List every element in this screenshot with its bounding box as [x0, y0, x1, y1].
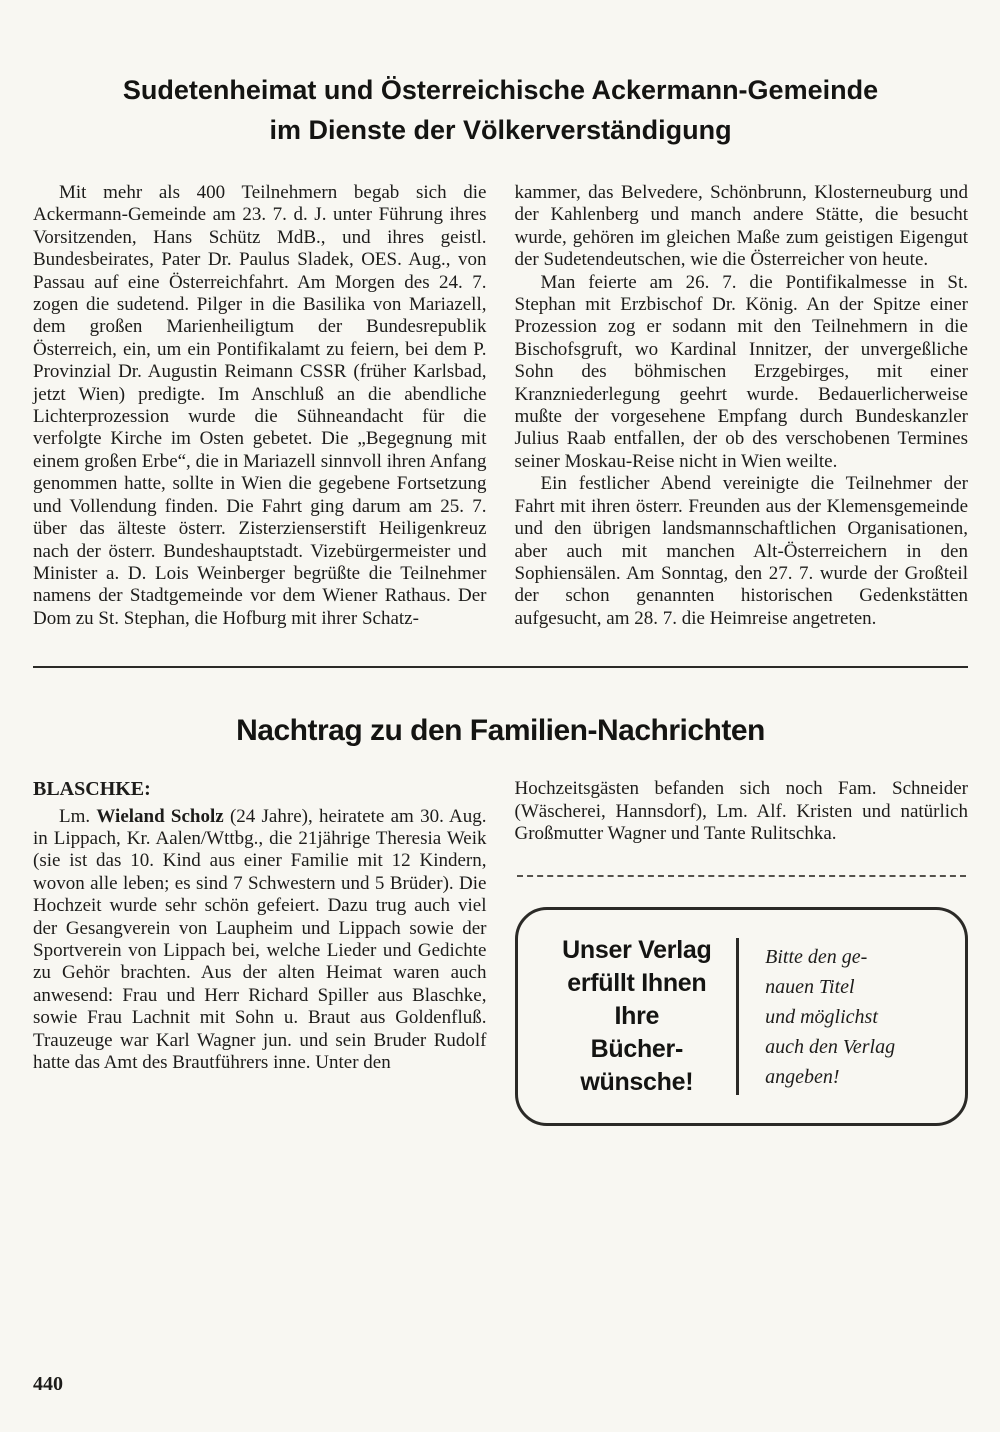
ad-headline-line: Ihre	[614, 1002, 660, 1031]
paragraph-lead: Lm.	[59, 805, 97, 827]
article2-left-column	[33, 778, 487, 1126]
article1-paragraph: Mit mehr als 400 Teilnehmern begab sich die Ackermann-Gemeinde am 23. 7. d. J. unter Führung ihres Vorsitzenden, Hans Schütz MdB., und ihres geistl. Bundesbeirates, Pater Dr. Paulus Sladek, OES. Aug., von Passau auf eine Österreichfahrt. Am Morgen des 24. 7. zogen die sudetend. Pilger in die Basilika von Mariazell, dem großen Marienheiligtum der Bundesrepublik Österreich, ein, um ein Pontifikalamt zu feiern, bei dem P. Provinzial Dr. Augustin Reimann CSSR (früher Karlsbad, jetzt Wien) predigte. Im Anschluß an die abendliche Lichterprozession wurde die Sühneandacht für die verfolgte Kirche im Osten gebetet. Die „Begegnung mit einem großen Erbe“, die in Mariazell sinnvoll ihren Anfang genommen hatte, sollte in Wien die gegebene Fortsetzung und Vollendung finden. Die Fahrt ging darum am 25. 7. über das älteste österr. Zisterzienserstift Heiligenkreuz nach der österr. Bundeshauptstadt. Vizebürgermeister und Minister a. D. Lois Weinberger begrüßte die Teilnehmer namens der Stadtgemeinde vor dem Wiener Rathaus. Der Dom zu St. Stephan, die Hofburg mit ihrer Schatz-	[33, 182, 487, 629]
article2-paragraph: Hochzeitsgästen befanden sich noch Fam. Schneider (Wäscherei, Hannsdorf), Lm. Alf. Kristen und natürlich Großmutter Wagner und Tante Rulitschka.	[514, 778, 968, 844]
ad-headline-line: wünsche!	[580, 1068, 694, 1097]
ad-note	[739, 942, 949, 1092]
ad-headline-line: Unser Verlag	[562, 936, 712, 965]
article1-body	[33, 182, 968, 630]
family-name-heading: BLASCHKE:	[33, 778, 151, 801]
article1-right-column	[515, 182, 969, 630]
dashed-divider	[517, 875, 967, 877]
ad-note-line: nauen Titel	[765, 975, 855, 998]
page-footer	[33, 1353, 968, 1396]
groom-name: Wieland Scholz	[96, 805, 224, 827]
ad-headline-line: erfüllt Ihnen	[567, 969, 707, 998]
section-divider-rule	[33, 666, 968, 668]
paragraph-rest: (24 Jahre), heiratete am 30. Aug. in Lippach, Kr. Aalen/Wttbg., die 21jährige Theresia Weik (sie ist das 10. Kind aus einer Familie mit 12 Kindern, wovon alle leben; es sind 7 Schwestern und 5 Brüder). Die Hochzeit wurde sehr schön gefeiert. Dazu trug auch viel der Gesangverein von Laupheim und Lippach sowie der Sportverein von Lippach bei, welche Lieder und Gedichte zu Gehör brachten. Aus der alten Heimat waren auch anwesend: Frau und Herr Richard Spiller aus Blaschke, sowie Frau Lachnit mit Sohn u. Braut aus Goldenfluß. Trauzeuge war Karl Wagner jun. und sein Bruder Rudolf hatte das Amt des Brautführers inne. Unter den	[33, 805, 487, 1073]
article1-paragraph: Man feierte am 26. 7. die Pontifikalmesse in St. Stephan mit Erzbischof Dr. König. An der Spitze einer Prozession zog er sodann mit den Teilnehmern in die Bischofsgruft, wo Kardinal Innitzer, der unvergeßliche Sohn des böhmischen Erzgebirges, mit einer Kranzniederlegung geehrt wurde. Bedauerlicherweise mußte der vorgesehene Empfang durch Bundeskanzler Julius Raab entfallen, der ob des verschobenen Termines seiner Moskau-Reise nicht in Wien weilte.	[514, 271, 968, 472]
article2-paragraph	[33, 806, 487, 1075]
publisher-ad-box	[515, 907, 969, 1126]
ad-note-line: Bitte den ge-	[765, 945, 868, 968]
article2-body	[33, 778, 968, 1126]
article-title-line2: im Dienste der Völkerverständigung	[269, 115, 732, 145]
ad-note-line: und möglichst	[765, 1005, 878, 1028]
article2-right-column	[515, 778, 969, 1126]
ad-note-line: angeben!	[765, 1065, 840, 1088]
section2-title: Nachtrag zu den Familien-Nachrichten	[236, 714, 765, 748]
ad-note-line: auch den Verlag	[765, 1035, 896, 1058]
ad-headline-line: Bücher-	[590, 1035, 683, 1064]
article1-paragraph: kammer, das Belvedere, Schönbrunn, Klosterneuburg und der Kahlenberg und manch andere Stätte, die besucht wurde, gehören im gleichen Maße zum geistigen Eigengut der Sudetendeutschen, wie die Österreicher von heute.	[514, 182, 968, 271]
article1-paragraph: Ein festlicher Abend vereinigte die Teilnehmer der Fahrt mit ihren österr. Freunden aus der Klemensgemeinde und den übrigen landsmannschaftlichen Organisationen, aber auch mit manchen Alt-Österreichern in den Sophiensälen. Am Sonntag, den 27. 7. wurde der Großteil der schon genannten historischen Gedenkstätten aufgesucht, am 28. 7. die Heimreise angetreten.	[514, 473, 968, 629]
article1-left-column	[33, 182, 487, 630]
article-title-line1: Sudetenheimat und Österreichische Ackermann-Gemeinde	[122, 75, 879, 105]
article-title	[33, 70, 968, 150]
ad-headline	[538, 934, 737, 1099]
page-number: 440	[33, 1373, 63, 1395]
